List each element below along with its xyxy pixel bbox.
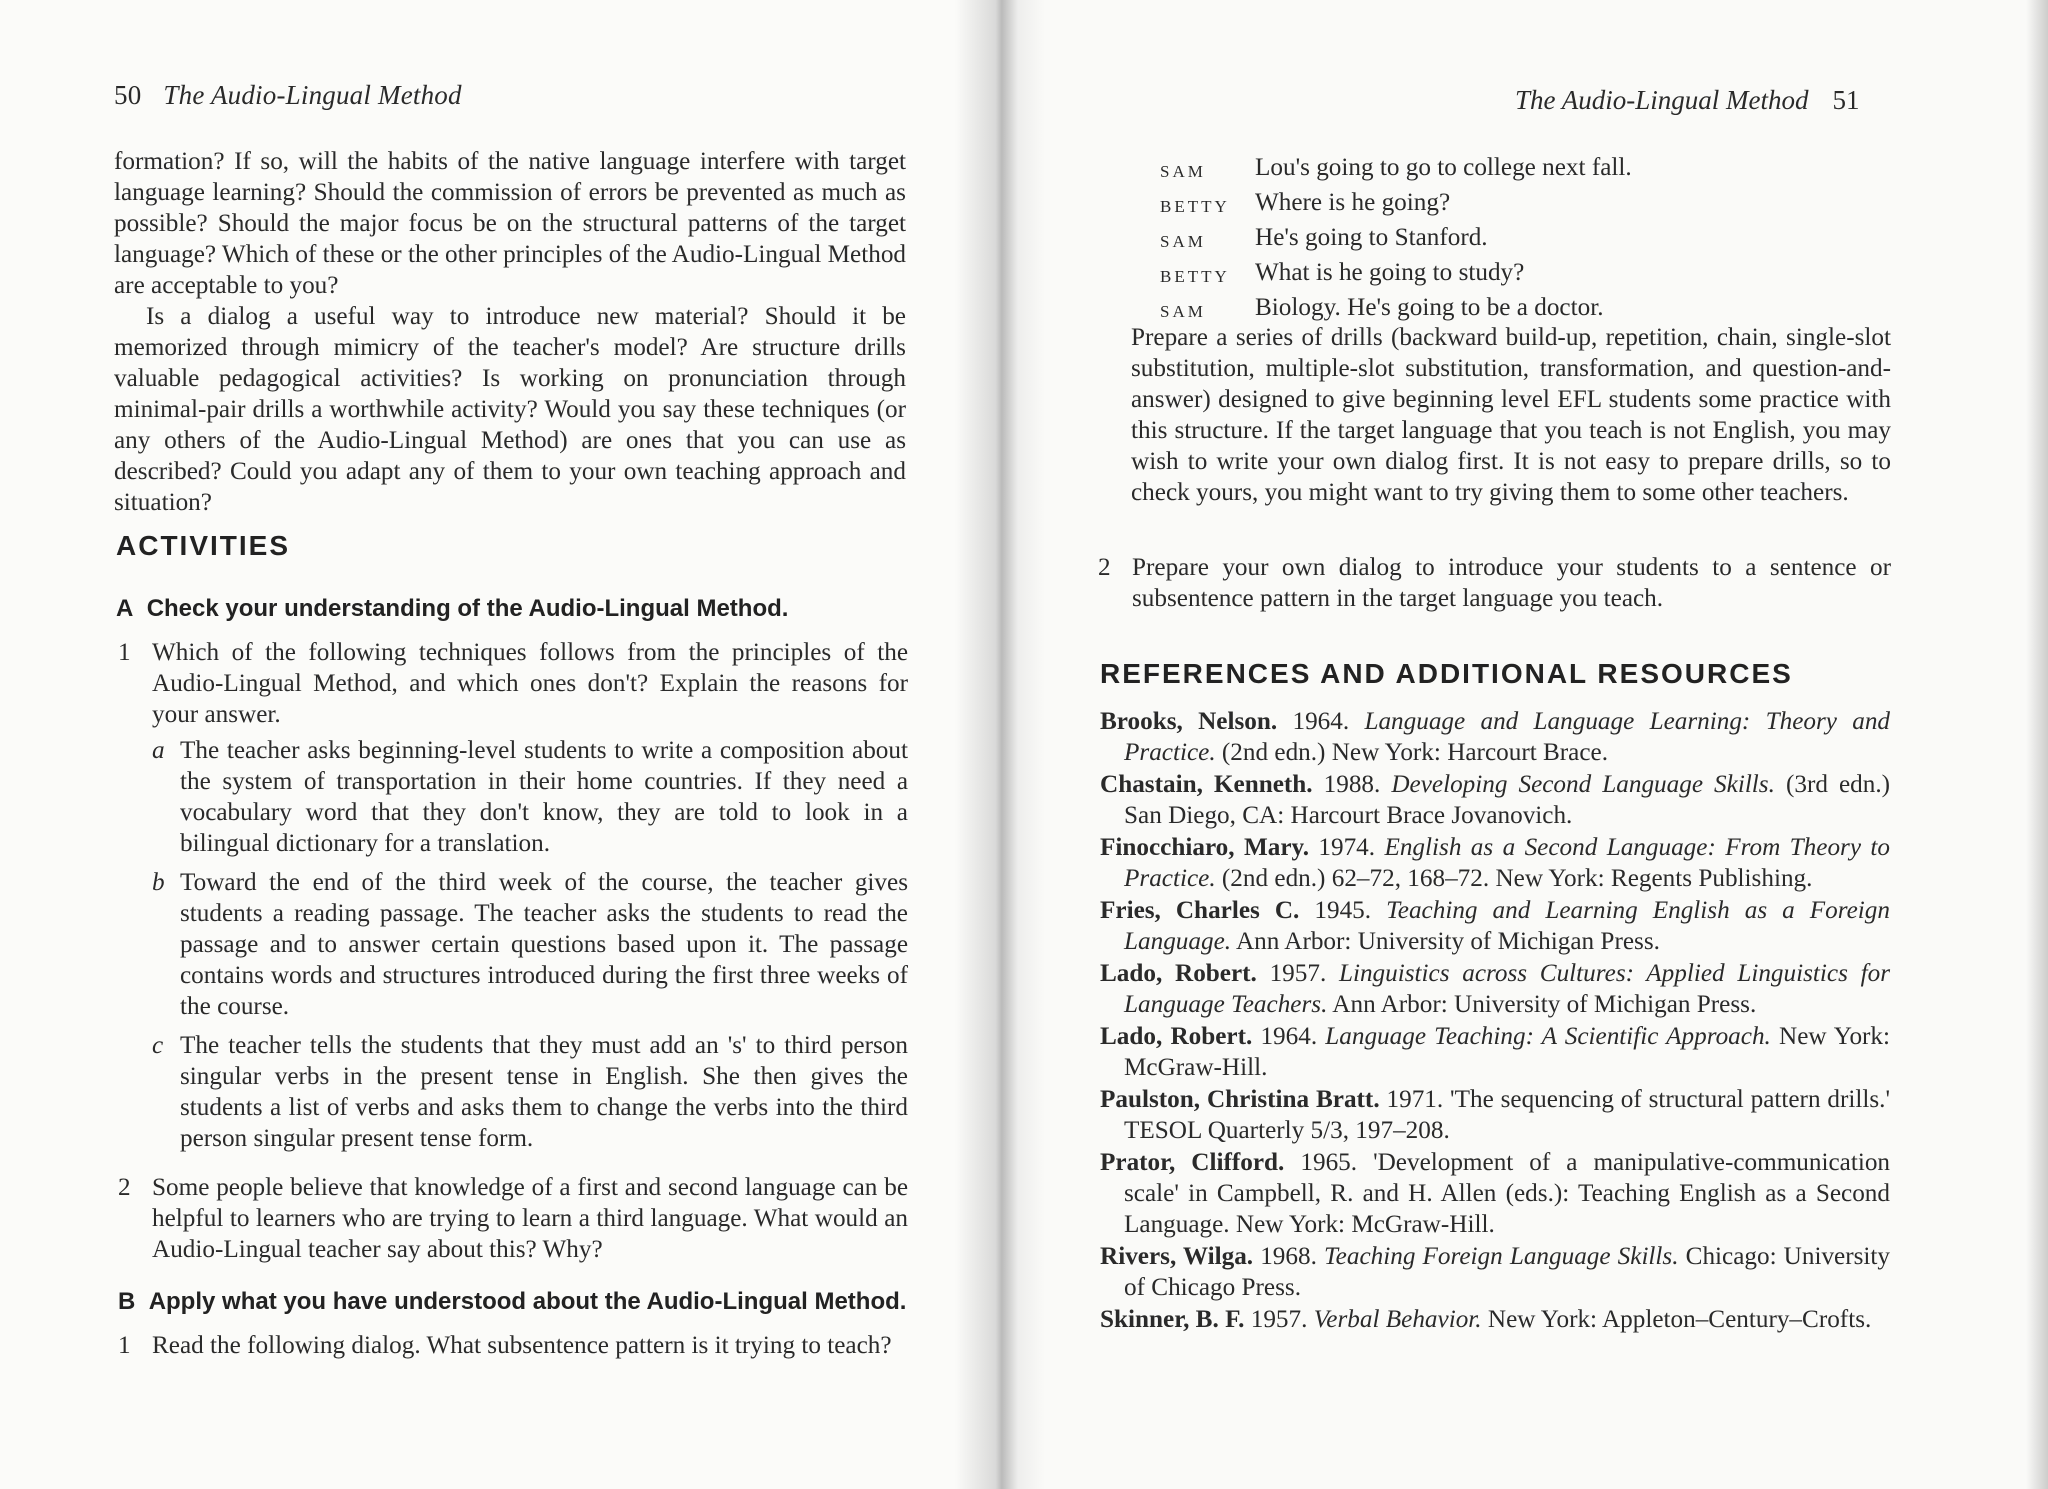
left-running-title: The Audio-Lingual Method	[163, 80, 462, 110]
reference-title: Developing Second Language Skills.	[1391, 771, 1775, 798]
section-a-letter: A	[116, 595, 134, 622]
page-edge-shadow	[2026, 0, 2048, 1489]
activities-heading: ACTIVITIES	[116, 530, 291, 561]
section-b-heading	[118, 1288, 918, 1316]
references-list	[1100, 706, 1890, 1336]
section-a-title: Check your understanding of the Audio-Lingual Method.	[146, 595, 789, 622]
dialog-line	[1160, 187, 1860, 222]
section-a-heading	[116, 595, 916, 623]
reference-entry	[1100, 1147, 1890, 1240]
dialog-line	[1160, 152, 1860, 187]
reference-publisher: 'The sequencing of structural pattern drills.' TESOL Quarterly 5/3, 197–208.	[1124, 1086, 1891, 1144]
right-page-number: 51	[1832, 85, 1860, 115]
dialog-speaker: BETTY	[1160, 197, 1230, 216]
sub-item-c-letter: c	[152, 1032, 164, 1059]
paragraph-2: Is a dialog a useful way to introduce new material? Should it be memorized through mimicry of the teacher's model? Are structure drills valuable pedagogical activities? Is working on pronunciation through minimal-pair drills a worthwhile activity? Would you say these techniques (or any others of the Audio-Lingual Method) are ones that you can use as described? Could you adapt any of them to your own teaching approach and situation?	[114, 303, 906, 516]
sub-item-b-letter: b	[152, 869, 165, 896]
section-a-list	[118, 637, 908, 1265]
a-item-1-number: 1	[118, 639, 131, 666]
reference-author: Brooks, Nelson.	[1100, 708, 1278, 735]
sub-item-c-text: The teacher tells the students that they must add an 's' to third person singular verbs in the present tense in English. She then gives the students a list of verbs and asks them to change the verbs into the third person singular present tense form.	[180, 1032, 908, 1152]
reference-entry	[1100, 1304, 1890, 1335]
dialog-text: He's going to Stanford.	[1255, 224, 1488, 251]
reference-entry	[1100, 769, 1890, 831]
paragraph-1: formation? If so, will the habits of the native language interfere with target language learning? Should the commission of errors be prevented as much as possible? Should the major focus be on the structural patterns of the target language? Which of these or the other principles of the Audio-Lingual Method are acceptable to you?	[114, 148, 907, 299]
b-item-2-list	[1098, 552, 1891, 614]
dialog-text: Where is he going?	[1255, 189, 1451, 216]
reference-publisher: (3rd edn.) San Diego, CA: Harcourt Brace Jovanovich.	[1124, 771, 1891, 829]
reference-year: 1957.	[1269, 960, 1327, 987]
a-item-2	[118, 1172, 908, 1265]
reference-publisher: Ann Arbor: University of Michigan Press.	[1332, 991, 1757, 1018]
reference-entry	[1100, 895, 1890, 957]
reference-publisher: (2nd edn.) New York: Harcourt Brace.	[1221, 739, 1609, 766]
reference-author: Rivers, Wilga.	[1100, 1243, 1254, 1270]
reference-author: Paulston, Christina Bratt.	[1100, 1086, 1380, 1113]
reference-year: 1971.	[1386, 1086, 1444, 1113]
dialog-speaker: SAM	[1160, 302, 1206, 321]
section-b-list	[118, 1330, 908, 1361]
reference-publisher: New York: McGraw-Hill.	[1124, 1023, 1891, 1081]
reference-year: 1968.	[1260, 1243, 1317, 1270]
dialog-speaker: BETTY	[1160, 267, 1230, 286]
reference-year: 1988.	[1323, 771, 1381, 798]
right-running-head	[1515, 85, 1860, 116]
reference-year: 1974.	[1318, 834, 1376, 861]
reference-year: 1945.	[1314, 897, 1372, 924]
right-running-title: The Audio-Lingual Method	[1515, 85, 1809, 115]
reference-entry	[1100, 958, 1890, 1020]
reference-title: Language and Language Learning: Theory and Practice.	[1124, 708, 1891, 766]
sub-item-a	[152, 735, 908, 859]
sub-item-b-text: Toward the end of the third week of the course, the teacher gives students a reading passage. The teacher asks the students to read the passage and to answer certain questions based upon it. The passage contains words and structures introduced during the first three weeks of the course.	[180, 869, 908, 1020]
left-page	[0, 0, 1000, 1489]
b-item-2-number: 2	[1098, 554, 1111, 581]
reference-entry	[1100, 1241, 1890, 1303]
reference-title: Verbal Behavior.	[1313, 1306, 1482, 1333]
dialog-text: Lou's going to go to college next fall.	[1255, 154, 1632, 181]
reference-year: 1964.	[1292, 708, 1350, 735]
reference-author: Lado, Robert.	[1100, 1023, 1253, 1050]
dialog-line	[1160, 222, 1860, 257]
reference-year: 1957.	[1250, 1306, 1308, 1333]
b-item-1-text: Read the following dialog. What subsentence pattern is it trying to teach?	[152, 1332, 892, 1359]
b-item-2-text: Prepare your own dialog to introduce your students to a sentence or subsentence pattern in the target language you teach.	[1132, 554, 1891, 612]
dialog-speaker: SAM	[1160, 232, 1206, 251]
reference-title: Language Teaching: A Scientific Approach.	[1325, 1023, 1771, 1050]
reference-title: Linguistics across Cultures: Applied Linguistics for Language Teachers.	[1124, 960, 1890, 1018]
reference-year: 1964.	[1260, 1023, 1318, 1050]
reference-publisher: Ann Arbor: University of Michigan Press.	[1235, 928, 1660, 955]
dialog	[1160, 152, 1860, 327]
b-item-1	[118, 1330, 908, 1361]
dialog-text: Biology. He's going to be a doctor.	[1255, 294, 1604, 321]
a-item-2-text: Some people believe that knowledge of a first and second language can be helpful to learners who are trying to learn a third language. What would an Audio-Lingual teacher say about this? Why?	[152, 1174, 908, 1263]
sub-item-a-letter: a	[152, 737, 165, 764]
b-item-1-number: 1	[118, 1332, 131, 1359]
left-body	[114, 146, 906, 518]
dialog-line	[1160, 257, 1860, 292]
reference-entry	[1100, 1021, 1890, 1083]
reference-author: Finocchiaro, Mary.	[1100, 834, 1309, 861]
left-running-head	[114, 80, 462, 111]
right-page	[1000, 0, 2048, 1489]
sub-item-c	[152, 1030, 908, 1154]
reference-author: Fries, Charles C.	[1100, 897, 1300, 924]
reference-entry	[1100, 706, 1890, 768]
reference-publisher: Chicago: University of Chicago Press.	[1124, 1243, 1891, 1301]
dialog-speaker: SAM	[1160, 162, 1206, 181]
left-page-number: 50	[114, 80, 142, 110]
reference-publisher: New York: Appleton–Century–Crofts.	[1487, 1306, 1872, 1333]
section-b-title: Apply what you have understood about the Audio-Lingual Method.	[148, 1288, 907, 1315]
sub-item-a-text: The teacher asks beginning-level students to write a composition about the system of transportation in their home countries. If they need a vocabulary word that they don't know, they are told to look in a bilingual dictionary for a translation.	[180, 737, 908, 857]
sub-item-b	[152, 867, 908, 1022]
reference-title: Teaching and Learning English as a Foreign Language.	[1124, 897, 1890, 955]
references-heading: REFERENCES AND ADDITIONAL RESOURCES	[1100, 658, 1793, 689]
dialog-text: What is he going to study?	[1255, 259, 1525, 286]
book-gutter	[955, 0, 1045, 1489]
reference-author: Prator, Clifford.	[1100, 1149, 1285, 1176]
reference-entry	[1100, 832, 1890, 894]
reference-author: Lado, Robert.	[1100, 960, 1257, 987]
reference-publisher: 'Development of a manipulative-communication scale' in Campbell, R. and H. Allen (eds.): Teaching English as a Second Language. New York: McGraw-Hill.	[1124, 1149, 1891, 1238]
a-sublist	[152, 735, 908, 1154]
reference-publisher: (2nd edn.) 62–72, 168–72. New York: Regents Publishing.	[1221, 865, 1813, 892]
section-b-letter: B	[118, 1288, 136, 1315]
reference-title: English as a Second Language: From Theory to Practice.	[1124, 834, 1890, 892]
reference-author: Chastain, Kenneth.	[1100, 771, 1313, 798]
b-item-2	[1098, 552, 1891, 614]
a-item-2-number: 2	[118, 1174, 131, 1201]
reference-entry	[1100, 1084, 1890, 1146]
reference-title: Teaching Foreign Language Skills.	[1323, 1243, 1679, 1270]
a-item-1-text: Which of the following techniques follows from the principles of the Audio-Lingual Method, and which ones don't? Explain the reasons for your answer.	[152, 639, 908, 728]
reference-year: 1965.	[1300, 1149, 1358, 1176]
reference-author: Skinner, B. F.	[1100, 1306, 1245, 1333]
drill-paragraph: Prepare a series of drills (backward build-up, repetition, chain, single-slot substitution, multiple-slot substitution, transformation, and question-and-answer) designed to give beginning level EFL students some practice with this structure. If the target language that you teach is not English, you may wish to write your own dialog first. It is not easy to prepare drills, so to check yours, you might want to try giving them to some other teachers.	[1131, 324, 1891, 506]
a-item-1	[118, 637, 908, 1154]
